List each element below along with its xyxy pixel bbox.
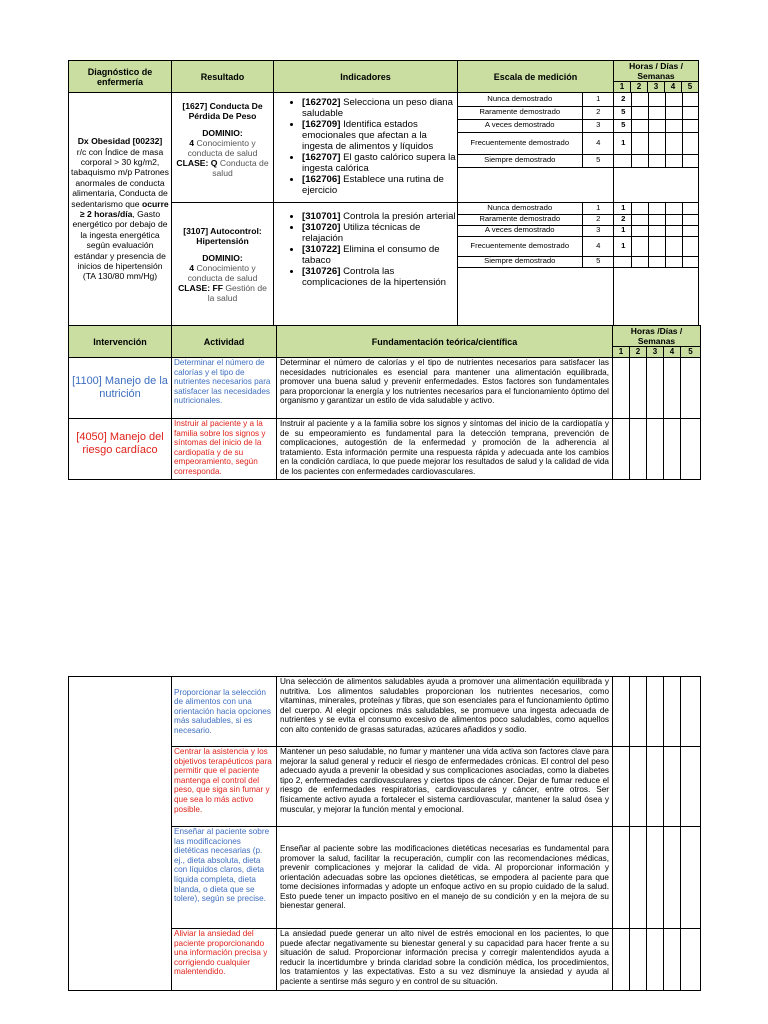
hours-cell[interactable] xyxy=(613,419,630,480)
scale-num: 5 xyxy=(582,154,614,167)
hours-cell[interactable] xyxy=(630,929,647,991)
hours-value[interactable]: 1 xyxy=(614,132,631,154)
header-actividad: Actividad xyxy=(172,326,277,358)
indicator-item: • [162709] Identifica estados emocionales que afectan a la ingesta de alimentos y líquidos xyxy=(302,119,457,152)
scale-label: Frecuentemente demostrado xyxy=(458,132,582,154)
hours-cell[interactable] xyxy=(681,677,701,747)
dominio-num: 4 xyxy=(189,138,195,148)
indicator-item: • [162702] Selecciona un peso diana saludable xyxy=(302,97,457,119)
hours-cell[interactable] xyxy=(647,827,664,929)
hours-cell[interactable] xyxy=(664,929,681,991)
hours-cell xyxy=(614,203,699,326)
scale-table xyxy=(458,93,614,168)
activity-text: Enseñar al paciente sobre las modificaciones dietéticas necesarias (p. ej., dieta absoluta, dieta con líquidos claros, dieta líquida completa, dieta blanda, o dieta que se tolere), según se precise. xyxy=(172,827,277,929)
diagnosis-body-bold: ocurre ≥ 2 horas/día xyxy=(79,198,169,219)
scale-cell xyxy=(458,93,614,203)
indicator-item: • [162706] Establece una rutina de ejercicio xyxy=(302,174,457,196)
indicator-list xyxy=(274,211,457,288)
hours-cell[interactable] xyxy=(613,929,630,991)
dominio-num: 4 xyxy=(189,262,195,273)
scale-num: 1 xyxy=(582,93,614,106)
activity-text: Determinar el número de calorías y el tipo de nutrientes necesarios para satisfacer las necesidades nutricionales. xyxy=(172,358,277,419)
hours-value[interactable]: 1 xyxy=(614,203,631,214)
indicators-cell xyxy=(274,203,458,326)
header-intervencion: Intervención xyxy=(69,326,172,358)
header-col: 3 xyxy=(648,82,665,93)
header-col: 4 xyxy=(665,82,682,93)
clase-text: Gestión de la salud xyxy=(207,282,267,303)
hours-cell[interactable] xyxy=(664,358,681,419)
hours-cell[interactable] xyxy=(613,358,630,419)
indicator-item: • [310722] Elimina el consumo de tabaco xyxy=(302,244,457,266)
header-horas: Horas / Días / Semanas xyxy=(614,61,699,82)
indicator-item: • [310701] Controla la presión arterial xyxy=(302,211,457,222)
clase-text: Conducta de salud xyxy=(212,158,269,178)
hours-value[interactable] xyxy=(614,256,631,267)
hours-cell[interactable] xyxy=(647,358,664,419)
dominio-text: Conocimiento y conducta de salud xyxy=(187,138,258,158)
scale-num: 2 xyxy=(582,214,614,225)
hours-value[interactable]: 1 xyxy=(614,225,631,236)
diagnosis-title: Dx Obesidad [00232] xyxy=(77,136,163,147)
scale-label: Frecuentemente demostrado xyxy=(458,236,582,256)
result-title: [3107] Autocontrol: Hipertensión xyxy=(183,225,262,246)
rationale-text: Determinar el número de calorías y el tipo de nutrientes necesarios para satisfacer las necesidades nutricionales es esencial para mantener una alimentación equilibrada, promover una buena salud y prevenir enfermedades. Estos factores son fundamentales para proporcionar la energía y los nutrientes necesarios para el funcionamiento óptimo del organismo y garantizar un estilo de vida saludable y activo. xyxy=(277,358,613,419)
intervention-nutrition: [1100] Manejo de la nutrición xyxy=(69,358,172,419)
indicator-list xyxy=(274,97,457,196)
header-horas: Horas /Días / Semanas xyxy=(613,326,701,347)
result-cell xyxy=(172,203,274,326)
rationale-text: La ansiedad puede generar un alto nivel de estrés emocional en los pacientes, lo que puede afectar negativamente su bienestar general y su capacidad para hacer frente a su situación de salud. Proporcionar información precisa y corregir malentendidos ayuda a reducir la incertidumbre y brinda claridad sobre la condición médica, los procedimientos, los tratamientos y las expectativas. Esto a su vez disminuye la ansiedad y ayuda al paciente a sentirse más seguro y en control de su situación. xyxy=(277,929,613,991)
hours-value[interactable]: 2 xyxy=(614,214,631,225)
header-col: 2 xyxy=(630,347,647,358)
hours-cell[interactable] xyxy=(647,419,664,480)
hours-cell[interactable] xyxy=(630,827,647,929)
header-col: 5 xyxy=(681,347,701,358)
hours-table xyxy=(614,203,699,268)
hours-cell[interactable] xyxy=(664,677,681,747)
scale-num: 5 xyxy=(582,256,614,267)
header-indicadores: Indicadores xyxy=(274,61,458,93)
intervention-empty-cell xyxy=(69,677,172,991)
hours-cell[interactable] xyxy=(630,747,647,827)
diagnosis-body-a: r/c con Índice de masa corporal > 30 kg/m2, tabaquismo m/p Patrones anormales de conducta alimentaria, Conducta de sedentarismo que xyxy=(71,146,169,209)
scale-table xyxy=(458,203,614,268)
hours-table xyxy=(614,93,699,168)
nursing-diagnosis-table xyxy=(68,60,699,326)
scale-num: 3 xyxy=(582,119,614,132)
scale-label: A veces demostrado xyxy=(458,225,582,236)
rationale-text: Una selección de alimentos saludables ayuda a promover una alimentación equilibrada y nutritiva. Los alimentos saludables proporcionan los nutrientes necesarios, como vitaminas, minerales, proteínas y fibras, que son esenciales para el funcionamiento óptimo del cuerpo. Al elegir opciones más saludables, se promueve una ingesta adecuada de nutrientes y se evita el consumo excesivo de alimentos poco saludables, como aquellos con alto contenido de grasas saturadas, azúcares añadidos y sodio. xyxy=(277,677,613,747)
indicator-item: • [162707] El gasto calórico supera la ingesta calórica xyxy=(302,152,457,174)
indicators-cell xyxy=(274,93,458,203)
hours-cell[interactable] xyxy=(664,827,681,929)
header-resultado: Resultado xyxy=(172,61,274,93)
scale-num: 4 xyxy=(582,132,614,154)
diagnosis-body-b: , Gasto energético por debajo de la ingesta energética según evaluación estándar y presencia de inicios de hipertensión (TA 130/80 mm/Hg) xyxy=(72,209,168,282)
scale-num: 3 xyxy=(582,225,614,236)
scale-num: 2 xyxy=(582,106,614,119)
hours-value[interactable]: 5 xyxy=(614,119,631,132)
header-fundamentacion: Fundamentación teórica/científica xyxy=(277,326,613,358)
indicator-item: • [310720] Utiliza técnicas de relajación xyxy=(302,222,457,244)
activity-text: Centrar la asistencia y los objetivos terapéuticos para permitir que el paciente mantenga el control del peso, que siga sin fumar y que sea lo más activo posible. xyxy=(172,747,277,827)
scale-label: Nunca demostrado xyxy=(458,203,582,214)
header-escala: Escala de medición xyxy=(458,61,614,93)
header-diagnostico: Diagnóstico de enfermería xyxy=(69,61,172,93)
dominio-text: Conocimiento y conducta de salud xyxy=(187,262,258,283)
hours-cell[interactable] xyxy=(613,677,630,747)
hours-cell[interactable] xyxy=(647,747,664,827)
scale-label: Raramente demostrado xyxy=(458,106,582,119)
rationale-text: Instruir al paciente y a la familia sobre los signos y síntomas del inicio de la cardiopatía y de su empeoramiento es fundamental para la detección temprana, prevención de complicaciones, autogestión de la enfermedad y promoción de la adherencia al tratamiento. Esta información permite una respuesta rápida y adecuada ante los cambios en la condición cardíaca, lo que puede mejorar los resultados de salud y la calidad de vida de los pacientes con enfermedades cardiovasculares. xyxy=(277,419,613,480)
scale-label: A veces demostrado xyxy=(458,119,582,132)
activity-text: Aliviar la ansiedad del paciente proporcionando una información precisa y corrigiendo cualquier malentendido. xyxy=(172,929,277,991)
hours-cell[interactable] xyxy=(664,419,681,480)
clase-label: CLASE: Q xyxy=(176,158,218,168)
dominio-label: DOMINIO: xyxy=(202,252,243,263)
scale-cell xyxy=(458,203,614,326)
hours-cell[interactable] xyxy=(647,677,664,747)
header-col: 2 xyxy=(631,82,648,93)
hours-cell[interactable] xyxy=(630,677,647,747)
scale-label: Siempre demostrado xyxy=(458,256,582,267)
hours-cell[interactable] xyxy=(613,747,630,827)
hours-cell xyxy=(614,93,699,203)
hours-cell[interactable] xyxy=(613,827,630,929)
rationale-text: Mantener un peso saludable, no fumar y mantener una vida activa son factores clave para mejorar la salud general y reducir el riesgo de enfermedades crónicas. El control del peso adecuado ayuda a prevenir la obesidad y sus complicaciones asociadas, como la diabetes tipo 2, enfermedades cardiovasculares y ciertos tipos de cáncer. Dejar de fumar reduce el riesgo de enfermedades respiratorias, cardiovasculares y cáncer, entre otros. Ser físicamente activo ayuda a fortalecer el sistema cardiovascular, mantener la salud ósea y muscular, y mejorar la función mental y emocional. xyxy=(277,747,613,827)
hours-cell[interactable] xyxy=(681,358,701,419)
scale-label: Nunca demostrado xyxy=(458,93,582,106)
hours-value[interactable]: 2 xyxy=(614,93,631,106)
header-col: 3 xyxy=(647,347,664,358)
scale-label: Siempre demostrado xyxy=(458,154,582,167)
intervention-table xyxy=(68,325,701,480)
activity-text: Proporcionar la selección de alimentos con una orientación hacia opciones más saludables, si es necesario. xyxy=(172,677,277,747)
indicator-item: • [310726] Controla las complicaciones de la hipertensión xyxy=(302,266,457,288)
diagnosis-cell xyxy=(69,93,172,326)
hours-value[interactable]: 5 xyxy=(614,106,631,119)
rationale-text: Enseñar al paciente sobre las modificaciones dietéticas necesarias es fundamental para promover la salud, facilitar la recuperación, cumplir con las recomendaciones médicas, prevenir complicaciones y mejorar la calidad de vida. Al proporcionar información y orientación adecuadas sobre las opciones dietéticas, se empodera al paciente para que tome decisiones informadas y adopte un enfoque activo en su propio cuidado de la salud. Esto puede tener un impacto positivo en el manejo de su condición y en la mejora de su bienestar general. xyxy=(277,827,613,929)
hours-cell[interactable] xyxy=(664,747,681,827)
header-col: 1 xyxy=(613,347,630,358)
intervention-continuation-table xyxy=(68,676,701,991)
clase-label: CLASE: FF xyxy=(178,282,223,293)
hours-cell[interactable] xyxy=(681,747,701,827)
hours-cell[interactable] xyxy=(647,929,664,991)
result-title: [1627] Conducta De Pérdida De Peso xyxy=(182,101,263,121)
activity-text: Instruir al paciente y a la familia sobre los signos y síntomas del inicio de la cardiopatía y de su empeoramiento, según corresponda. xyxy=(172,419,277,480)
result-cell xyxy=(172,93,274,203)
hours-cell[interactable] xyxy=(630,419,647,480)
scale-label: Raramente demostrado xyxy=(458,214,582,225)
header-col: 1 xyxy=(614,82,631,93)
intervention-cardiac-risk: [4050] Manejo del riesgo cardíaco xyxy=(69,419,172,480)
hours-cell[interactable] xyxy=(630,358,647,419)
hours-value[interactable] xyxy=(614,154,631,167)
hours-cell[interactable] xyxy=(681,929,701,991)
hours-cell[interactable] xyxy=(681,419,701,480)
scale-num: 4 xyxy=(582,236,614,256)
header-col: 4 xyxy=(664,347,681,358)
hours-value[interactable]: 1 xyxy=(614,236,631,256)
hours-cell[interactable] xyxy=(681,827,701,929)
header-col: 5 xyxy=(682,82,699,93)
scale-num: 1 xyxy=(582,203,614,214)
dominio-label: DOMINIO: xyxy=(202,128,243,138)
